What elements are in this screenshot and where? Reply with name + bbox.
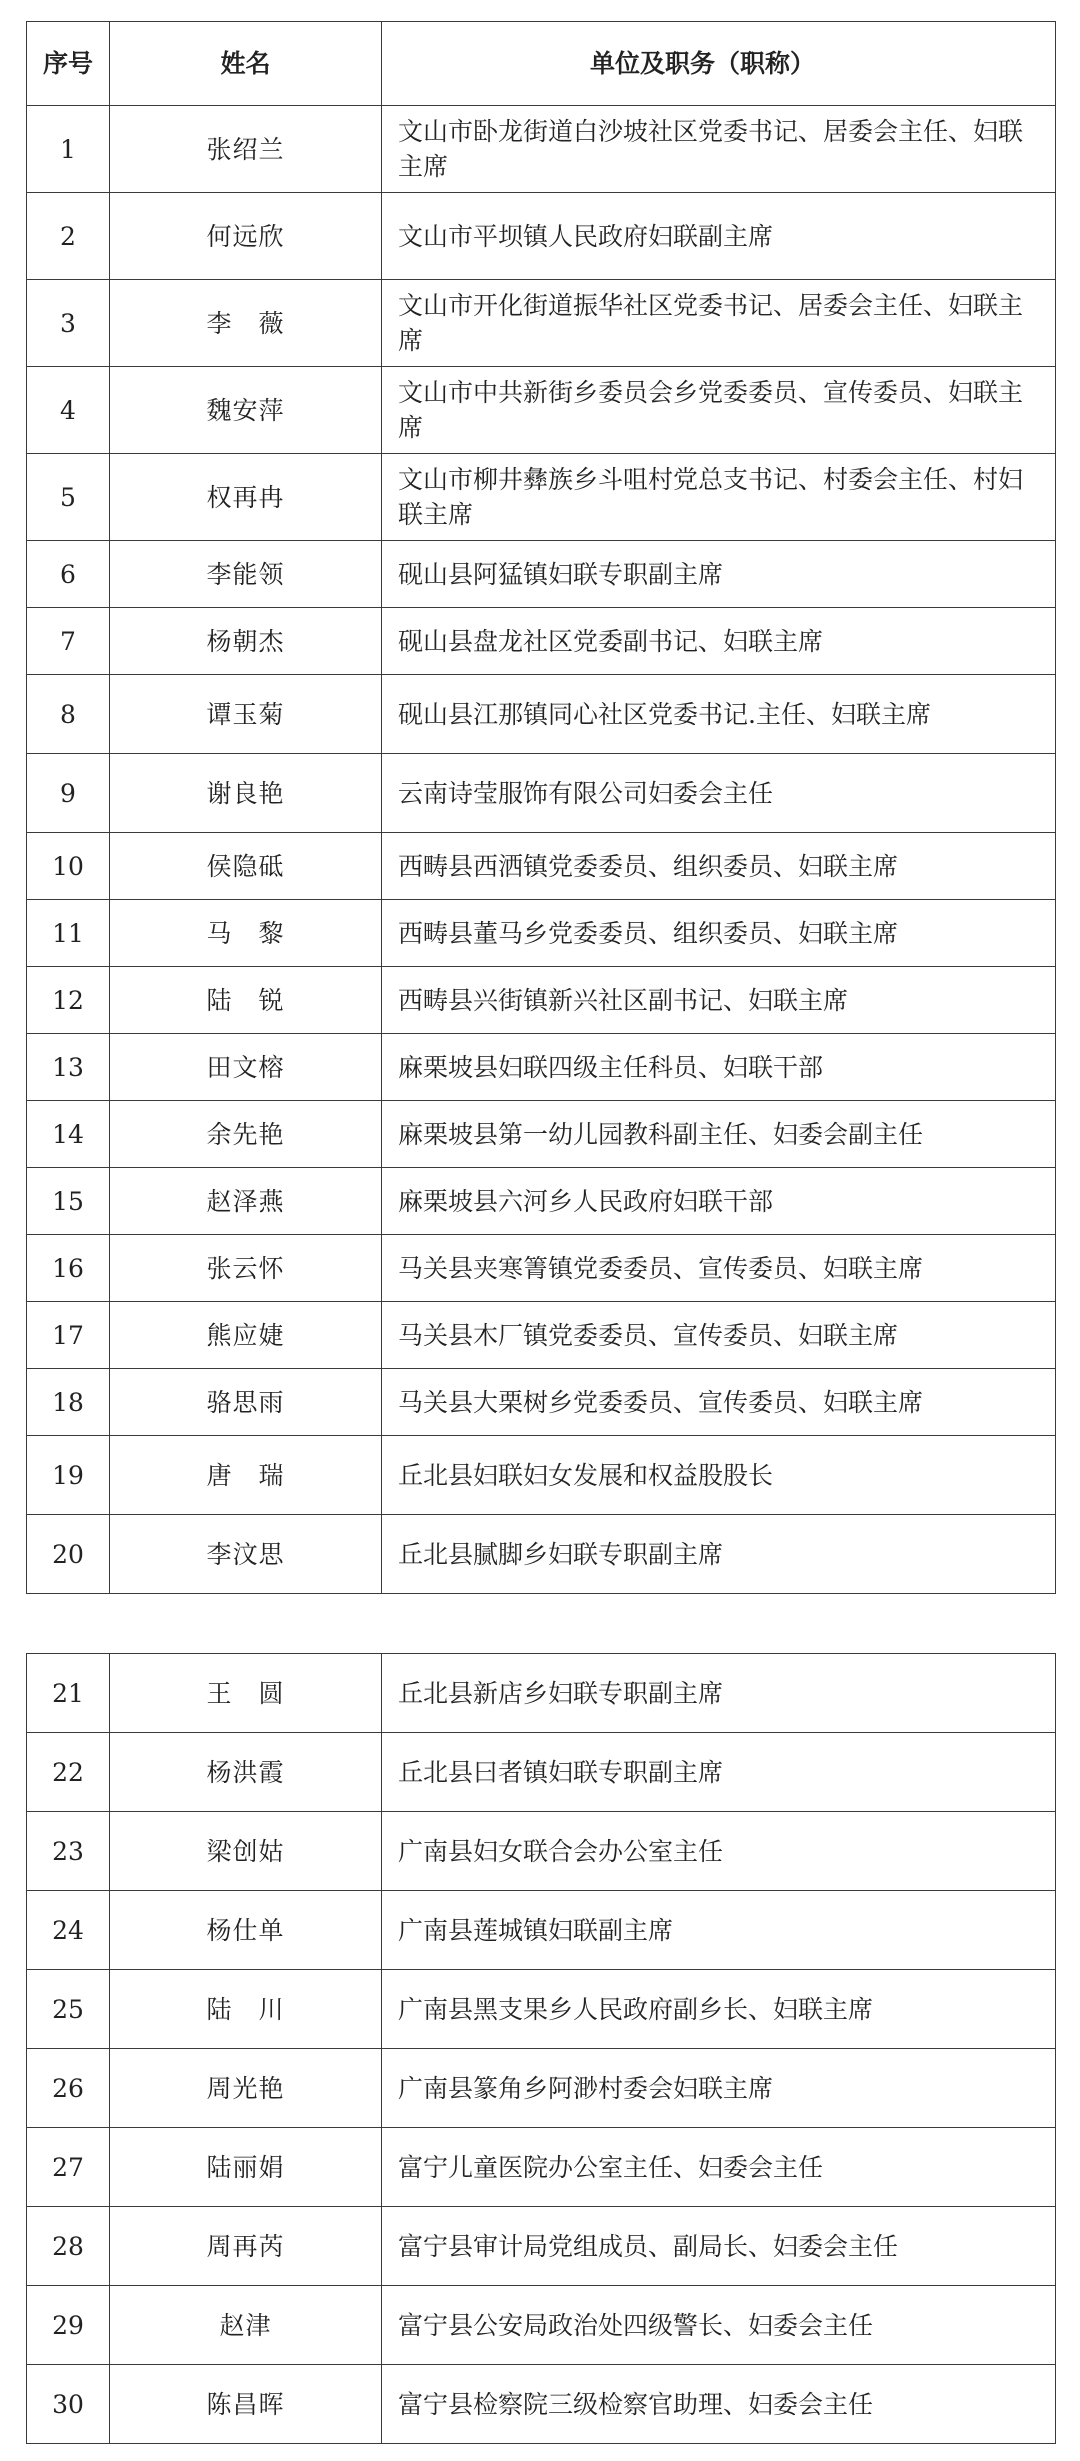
row-number: 3 — [27, 280, 110, 367]
table-row — [27, 967, 1056, 1034]
row-name: 赵泽燕 — [110, 1168, 382, 1235]
row-number: 20 — [27, 1515, 110, 1594]
table-header-row — [27, 22, 1056, 106]
row-position: 麻栗坡县六河乡人民政府妇联干部 — [382, 1168, 1056, 1235]
row-number: 25 — [27, 1970, 110, 2049]
table-row — [27, 1515, 1056, 1594]
row-name: 周再芮 — [110, 2207, 382, 2286]
row-position: 丘北县新店乡妇联专职副主席 — [382, 1654, 1056, 1733]
row-number: 4 — [27, 367, 110, 454]
row-number: 1 — [27, 106, 110, 193]
table-row — [27, 2286, 1056, 2365]
row-name: 熊应婕 — [110, 1302, 382, 1369]
row-position: 砚山县阿猛镇妇联专职副主席 — [382, 541, 1056, 608]
row-number: 27 — [27, 2128, 110, 2207]
row-position: 马关县大栗树乡党委委员、宣传委员、妇联主席 — [382, 1369, 1056, 1436]
row-name: 张云怀 — [110, 1235, 382, 1302]
row-name: 陆 锐 — [110, 967, 382, 1034]
row-position: 丘北县腻脚乡妇联专职副主席 — [382, 1515, 1056, 1594]
header-position: 单位及职务（职称） — [382, 22, 1056, 106]
row-position: 文山市开化街道振华社区党委书记、居委会主任、妇联主席 — [382, 280, 1056, 367]
row-position: 广南县篆角乡阿渺村委会妇联主席 — [382, 2049, 1056, 2128]
row-number: 6 — [27, 541, 110, 608]
table-row — [27, 1101, 1056, 1168]
table-row — [27, 1970, 1056, 2049]
row-position: 麻栗坡县妇联四级主任科员、妇联干部 — [382, 1034, 1056, 1101]
table-row — [27, 1436, 1056, 1515]
roster-table-part-2 — [26, 1653, 1056, 2444]
row-name: 杨仕单 — [110, 1891, 382, 1970]
header-name: 姓名 — [110, 22, 382, 106]
table-row — [27, 675, 1056, 754]
row-name: 骆思雨 — [110, 1369, 382, 1436]
roster-table-part-1 — [26, 21, 1056, 1594]
row-position: 文山市柳井彝族乡斗咀村党总支书记、村委会主任、村妇联主席 — [382, 454, 1056, 541]
row-position: 西畴县董马乡党委委员、组织委员、妇联主席 — [382, 900, 1056, 967]
row-name: 何远欣 — [110, 193, 382, 280]
table-row — [27, 454, 1056, 541]
table-row — [27, 1302, 1056, 1369]
table-row — [27, 280, 1056, 367]
row-number: 5 — [27, 454, 110, 541]
row-position: 广南县莲城镇妇联副主席 — [382, 1891, 1056, 1970]
row-position: 富宁县检察院三级检察官助理、妇委会主任 — [382, 2365, 1056, 2444]
row-name: 陆丽娟 — [110, 2128, 382, 2207]
row-name: 张绍兰 — [110, 106, 382, 193]
row-name: 侯隐砥 — [110, 833, 382, 900]
row-position: 富宁县审计局党组成员、副局长、妇委会主任 — [382, 2207, 1056, 2286]
table-row — [27, 1235, 1056, 1302]
table-row — [27, 2128, 1056, 2207]
row-number: 22 — [27, 1733, 110, 1812]
row-position: 丘北县妇联妇女发展和权益股股长 — [382, 1436, 1056, 1515]
row-position: 云南诗莹服饰有限公司妇委会主任 — [382, 754, 1056, 833]
table-row — [27, 1168, 1056, 1235]
row-name: 余先艳 — [110, 1101, 382, 1168]
row-number: 21 — [27, 1654, 110, 1733]
row-name: 陆 川 — [110, 1970, 382, 2049]
row-name: 魏安萍 — [110, 367, 382, 454]
row-number: 11 — [27, 900, 110, 967]
row-name: 王 圆 — [110, 1654, 382, 1733]
row-position: 富宁县公安局政治处四级警长、妇委会主任 — [382, 2286, 1056, 2365]
row-name: 梁创姑 — [110, 1812, 382, 1891]
row-number: 8 — [27, 675, 110, 754]
header-number: 序号 — [27, 22, 110, 106]
row-number: 13 — [27, 1034, 110, 1101]
table-row — [27, 2207, 1056, 2286]
row-name: 田文榕 — [110, 1034, 382, 1101]
table-row — [27, 754, 1056, 833]
table-row — [27, 2049, 1056, 2128]
row-position: 西畴县西洒镇党委委员、组织委员、妇联主席 — [382, 833, 1056, 900]
row-position: 西畴县兴街镇新兴社区副书记、妇联主席 — [382, 967, 1056, 1034]
table-row — [27, 2365, 1056, 2444]
row-position: 广南县妇女联合会办公室主任 — [382, 1812, 1056, 1891]
row-name: 杨洪霞 — [110, 1733, 382, 1812]
table-row — [27, 608, 1056, 675]
row-position: 马关县夹寒箐镇党委委员、宣传委员、妇联主席 — [382, 1235, 1056, 1302]
row-number: 18 — [27, 1369, 110, 1436]
row-number: 10 — [27, 833, 110, 900]
row-number: 12 — [27, 967, 110, 1034]
row-name: 赵津 — [110, 2286, 382, 2365]
row-name: 周光艳 — [110, 2049, 382, 2128]
row-position: 富宁儿童医院办公室主任、妇委会主任 — [382, 2128, 1056, 2207]
table-row — [27, 193, 1056, 280]
row-number: 24 — [27, 1891, 110, 1970]
row-name: 谭玉菊 — [110, 675, 382, 754]
table-row — [27, 1812, 1056, 1891]
row-number: 23 — [27, 1812, 110, 1891]
table-row — [27, 367, 1056, 454]
row-number: 16 — [27, 1235, 110, 1302]
row-name: 李汶思 — [110, 1515, 382, 1594]
row-position: 麻栗坡县第一幼儿园教科副主任、妇委会副主任 — [382, 1101, 1056, 1168]
row-name: 杨朝杰 — [110, 608, 382, 675]
row-name: 李 薇 — [110, 280, 382, 367]
row-name: 权再冉 — [110, 454, 382, 541]
row-position: 丘北县曰者镇妇联专职副主席 — [382, 1733, 1056, 1812]
row-position: 砚山县盘龙社区党委副书记、妇联主席 — [382, 608, 1056, 675]
table-row — [27, 541, 1056, 608]
row-number: 2 — [27, 193, 110, 280]
row-number: 15 — [27, 1168, 110, 1235]
row-number: 19 — [27, 1436, 110, 1515]
row-position: 砚山县江那镇同心社区党委书记.主任、妇联主席 — [382, 675, 1056, 754]
row-number: 14 — [27, 1101, 110, 1168]
row-number: 17 — [27, 1302, 110, 1369]
row-name: 陈昌晖 — [110, 2365, 382, 2444]
row-name: 谢良艳 — [110, 754, 382, 833]
row-name: 唐 瑞 — [110, 1436, 382, 1515]
row-position: 文山市中共新街乡委员会乡党委委员、宣传委员、妇联主席 — [382, 367, 1056, 454]
table-row — [27, 1034, 1056, 1101]
row-name: 马 黎 — [110, 900, 382, 967]
row-number: 7 — [27, 608, 110, 675]
row-number: 26 — [27, 2049, 110, 2128]
table-row — [27, 900, 1056, 967]
table-row — [27, 1654, 1056, 1733]
row-position: 文山市平坝镇人民政府妇联副主席 — [382, 193, 1056, 280]
row-number: 30 — [27, 2365, 110, 2444]
table-row — [27, 1733, 1056, 1812]
row-position: 广南县黑支果乡人民政府副乡长、妇联主席 — [382, 1970, 1056, 2049]
row-number: 29 — [27, 2286, 110, 2365]
table-row — [27, 1891, 1056, 1970]
row-number: 28 — [27, 2207, 110, 2286]
table-row — [27, 1369, 1056, 1436]
row-number: 9 — [27, 754, 110, 833]
table-row — [27, 106, 1056, 193]
row-name: 李能领 — [110, 541, 382, 608]
table-row — [27, 833, 1056, 900]
row-position: 文山市卧龙街道白沙坡社区党委书记、居委会主任、妇联主席 — [382, 106, 1056, 193]
row-position: 马关县木厂镇党委委员、宣传委员、妇联主席 — [382, 1302, 1056, 1369]
